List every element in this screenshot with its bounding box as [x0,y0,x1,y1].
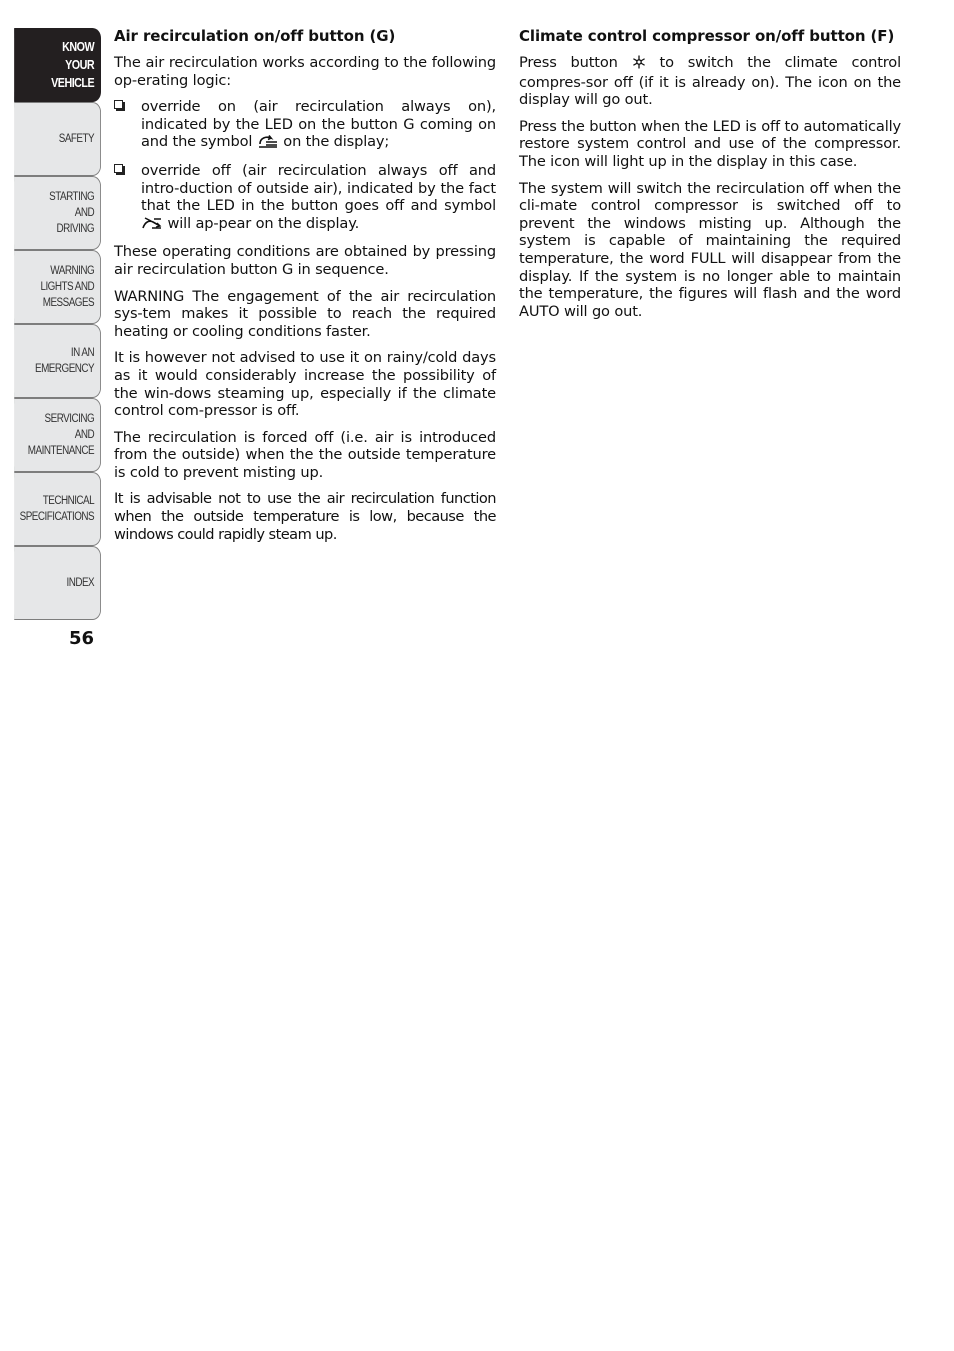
intro-paragraph: The air recirculation works according to the following op-erating logic: [114,54,496,89]
tab-servicing-and-maintenance[interactable]: SERVICING AND MAINTENANCE [14,398,101,472]
tab-know-your-vehicle[interactable]: KNOW YOUR VEHICLE [14,28,101,102]
paragraph-advisable: It is advisable not to use the air recirculation function when the outside temperature is low, because the windows could rapidly steam up. [114,490,496,543]
tab-index[interactable]: INDEX [14,546,101,620]
paragraph-operating-conditions: These operating conditions are obtained by pressing air recirculation button G in sequence. [114,243,496,278]
bullet-override-on: override on (air recirculation always on), indicated by the LED on the button G coming on and the symbol on the display; [114,98,496,153]
tab-in-an-emergency[interactable]: IN AN EMERGENCY [14,324,101,398]
section-heading-air-recirculation: Air recirculation on/off button (G) [114,27,396,45]
section-nav [0,28,101,620]
bullet-box-icon [114,100,123,109]
tab-starting-and-driving[interactable]: STARTING AND DRIVING [14,176,101,250]
paragraph-rainy-days: It is however not advised to use it on rainy/cold days as it would considerably increase the possibility of the win-dows steaming up, especially if the climate control com-pressor is off. [114,349,496,420]
tab-technical-specifications[interactable]: TECHNICAL SPECIFICATIONS [14,472,101,546]
paragraph-system-switch: The system will switch the recirculation off when the cli-mate control compressor is switched off to prevent the windows misting up. Although the system is capable of maintaining the required temperature, the word FULL will disappear from the display. If the system is no longer able to maintain the temperature, the figures will flash and the word AUTO will go out. [519,179,901,320]
paragraph-forced-off: The recirculation is forced off (i.e. air is introduced from the outside) when the the outside temperature is cold to prevent misting up. [114,428,496,481]
paragraph-warning: WARNING The engagement of the air recirculation sys-tem makes it possible to reach the required heating or cooling conditions faster. [114,287,496,340]
paragraph-restore: Press the button when the LED is off to automatically restore system control and use of the compressor. The icon will light up in the display in this case. [519,117,901,170]
paragraph-press-button: Press button to switch the climate control compres-sor off (if it is already on). The icon on the display will go out. [519,54,901,109]
tab-warning-lights-and-messages[interactable]: WARNING LIGHTS AND MESSAGES [14,250,101,324]
bullet-box-icon [114,164,123,173]
left-column [114,26,496,552]
recirculation-icon [257,134,279,153]
page-number: 56 [68,628,94,649]
bullet-override-off: override off (air recirculation always off and intro-duction of outside air), indicated by the fact that the LED in the button goes off and symbol will ap-pear on the display. [114,162,496,234]
outside-air-icon [141,216,163,235]
snowflake-icon [632,55,646,74]
right-column [519,26,901,329]
tab-safety[interactable]: SAFETY [14,102,101,176]
section-heading-compressor: Climate control compressor on/off button (F) [519,27,895,45]
